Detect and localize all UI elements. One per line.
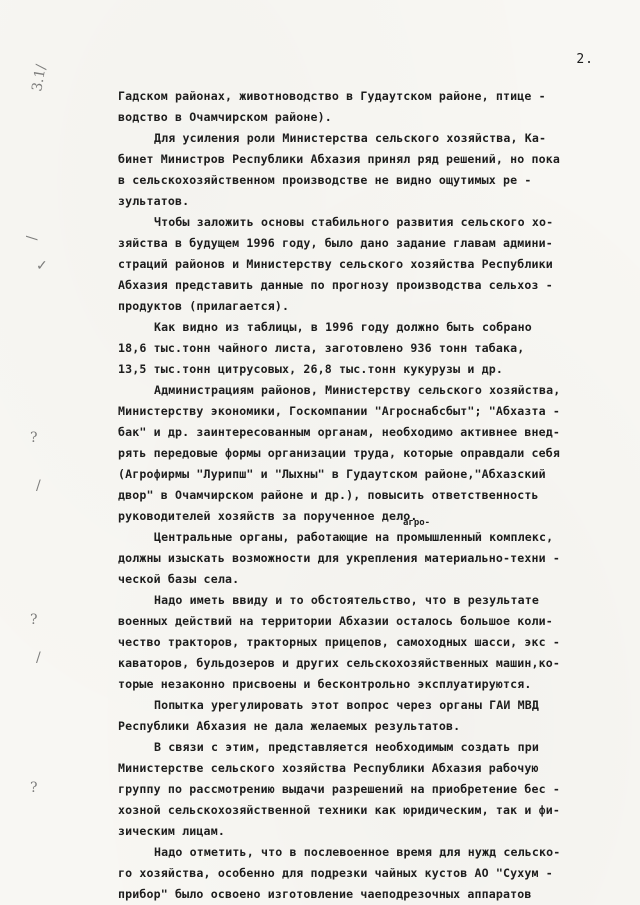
text-line: 13,5 тыс.тонн цитрусовых, 26,8 тыс.тонн кукурузы и др. bbox=[118, 362, 504, 376]
text-line: каваторов, бульдозеров и других сельскохозяйственных машин,ко- bbox=[118, 656, 561, 670]
text-line: хозной сельскохозяйственной техники как юридическим, так и фи- bbox=[118, 803, 561, 817]
text-line: руководителей хозяйств за порученное дело. bbox=[118, 509, 418, 523]
margin-handwritten-mark: ? bbox=[30, 612, 38, 628]
text-line: Администрациям районов, Министерству сельского хозяйства, bbox=[154, 383, 561, 397]
margin-handwritten-mark: ? bbox=[30, 780, 38, 796]
text-line: Надо отметить, что в послевоенное время для нужд сельско- bbox=[154, 845, 561, 859]
margin-handwritten-mark: 3.1/ bbox=[29, 63, 50, 93]
text-line: Надо иметь ввиду и то обстоятельство, что в результате bbox=[154, 593, 540, 607]
margin-handwritten-mark: / bbox=[36, 478, 41, 494]
text-line: водство в Очамчирском районе). bbox=[118, 110, 332, 124]
text-line: военных действий на территории Абхазии осталось большое коли- bbox=[118, 614, 553, 628]
text-line: бак" и др. заинтересованным органам, необходимо активнее внед- bbox=[118, 425, 561, 439]
text-line: (Агрофирмы "Лурипш" и "Лыхны" в Гудаутском районе,"Абхазский bbox=[118, 467, 546, 481]
text-line: Министерству экономики, Госкомпании "Агроснабсбыт"; "Абхазта - bbox=[118, 404, 561, 418]
superscript-insertion: агро- bbox=[403, 518, 431, 528]
text-line: в сельскохозяйственном производстве не видно ощутимых ре - bbox=[118, 173, 532, 187]
text-line: Абхазия представить данные по прогнозу производства сельхоз - bbox=[118, 278, 553, 292]
text-line: торые незаконно присвоены и бесконтрольно эксплуатируются. bbox=[118, 677, 532, 691]
text-line: Республики Абхазия не дала желаемых результатов. bbox=[118, 719, 461, 733]
text-line: Чтобы заложить основы стабильного развития сельского хо- bbox=[154, 215, 554, 229]
text-line: го хозяйства, особенно для подрезки чайных кустов АО "Сухум - bbox=[118, 866, 553, 880]
text-line: чество тракторов, тракторных прицепов, самоходных шасси, экс - bbox=[118, 635, 561, 649]
text-line: ческой базы села. bbox=[118, 572, 240, 586]
text-line: должны изыскать возможности для укрепления материально-техни - bbox=[118, 551, 561, 565]
text-line: Центральные органы, работающие на промышленный комплекс, bbox=[154, 530, 554, 544]
text-line: двор" в Очамчирском районе и др.), повысить ответственность bbox=[118, 488, 539, 502]
text-line: Гадском районах, животноводство в Гудаутском районе, птице - bbox=[118, 89, 546, 103]
margin-handwritten-mark: ✓ bbox=[36, 258, 48, 274]
text-line: бинет Министров Республики Абхазия принял ряд решений, но пока bbox=[118, 152, 561, 166]
text-line: зическим лицам. bbox=[118, 824, 225, 838]
margin-handwritten-mark: ? bbox=[30, 430, 38, 446]
text-line: продуктов (прилагается). bbox=[118, 299, 290, 313]
text-line: Для усиления роли Министерства сельского хозяйства, Ка- bbox=[154, 131, 547, 145]
text-line: В связи с этим, представляется необходимым создать при bbox=[154, 740, 540, 754]
text-line: прибор" было освоено изготовление чаеподрезочных аппаратов bbox=[118, 887, 532, 901]
page-number: 2. bbox=[576, 52, 594, 67]
text-line: Министерстве сельского хозяйства Республики Абхазия рабочую bbox=[118, 761, 539, 775]
text-line: зультатов. bbox=[118, 194, 190, 208]
margin-handwritten-mark: / bbox=[24, 235, 41, 241]
margin-handwritten-mark: / bbox=[36, 650, 41, 666]
text-line: 18,6 тыс.тонн чайного листа, заготовлено 936 тонн табака, bbox=[118, 341, 525, 355]
text-line: рять передовые формы организации труда, которые оправдали себя bbox=[118, 446, 561, 460]
text-line: группу по рассмотрению выдачи разрешений на приобретение бес - bbox=[118, 782, 561, 796]
document-body bbox=[118, 86, 602, 905]
text-line: страций районов и Министерству сельского хозяйства Республики bbox=[118, 257, 553, 271]
text-line: Как видно из таблицы, в 1996 году должно быть собрано bbox=[154, 320, 532, 334]
text-line: зяйства в будущем 1996 году, было дано задание главам админи- bbox=[118, 236, 553, 250]
text-line: Попытка урегулировать этот вопрос через органы ГАИ МВД bbox=[154, 698, 540, 712]
